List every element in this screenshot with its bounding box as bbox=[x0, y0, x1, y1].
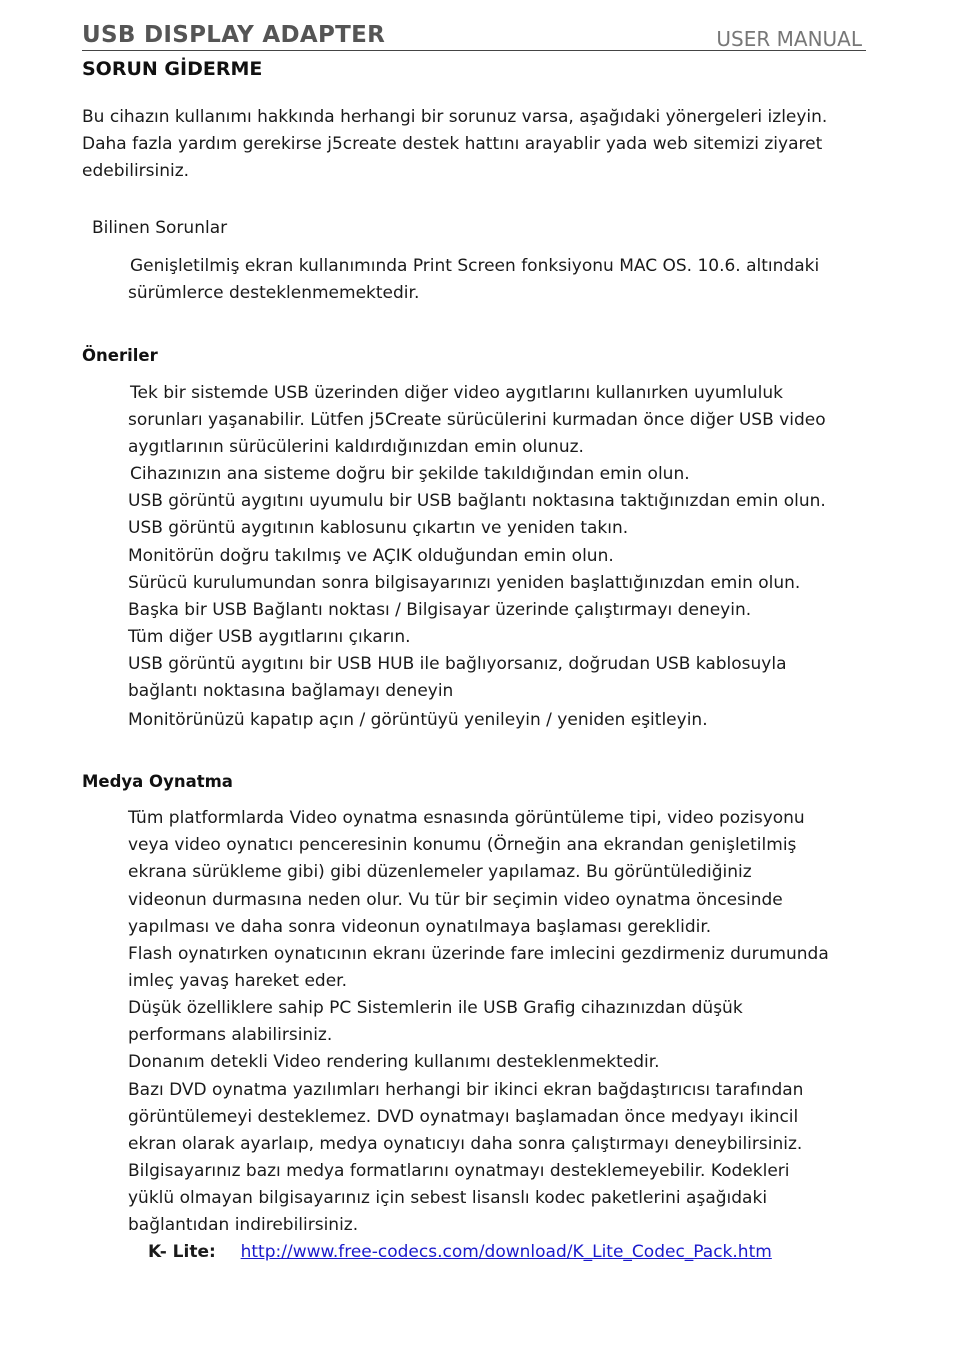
media-line: Donanım detekli Video rendering kullanımı desteklenmektedir. bbox=[128, 1052, 660, 1072]
media-line: Bazı DVD oynatma yazılımları herhangi bir ikinci ekran bağdaştırıcısı tarafından bbox=[128, 1080, 804, 1100]
media-line: Tüm platformlarda Video oynatma esnasında görüntüleme tipi, video pozisyonu bbox=[128, 808, 805, 828]
media-line: bağlantıdan indirebilirsiniz. bbox=[128, 1215, 359, 1235]
media-line: yapılması ve daha sonra videonun oynatılmaya başlaması gereklidir. bbox=[128, 917, 712, 937]
media-line: Düşük özelliklere sahip PC Sistemlerin ile USB Grafig cihazınızdan düşük bbox=[128, 998, 743, 1018]
media-line: yüklü olmayan bilgisayarınız için sebest lisanslı kodec paketlerini aşağıdaki bbox=[128, 1188, 768, 1208]
header-title: USB DISPLAY ADAPTER bbox=[82, 22, 386, 48]
intro-line: Bu cihazın kullanımı hakkında herhangi bir sorunuz varsa, aşağıdaki yönergeleri izleyin. bbox=[82, 107, 828, 127]
page-header bbox=[82, 22, 866, 51]
known-issues-heading: Bilinen Sorunlar bbox=[92, 218, 228, 238]
media-line: ekrana sürükleme gibi) gibi düzenlemeler yapılamaz. Bu görüntülediğiniz bbox=[128, 862, 752, 882]
media-line: Bilgisayarınız bazı medya formatlarını oynatmayı desteklemeyebilir. Kodekleri bbox=[128, 1161, 790, 1181]
media-line: imleç yavaş hareket eder. bbox=[128, 971, 348, 991]
suggestion-line: Tek bir sistemde USB üzerinden diğer video aygıtlarını kullanırken uyumluluk bbox=[130, 383, 783, 403]
suggestion-line: Başka bir USB Bağlantı noktası / Bilgisayar üzerinde çalıştırmayı deneyin. bbox=[128, 600, 752, 620]
klite-label: K- Lite: bbox=[148, 1242, 216, 1262]
intro-line: edebilirsiniz. bbox=[82, 161, 190, 181]
header-manual-label: USER MANUAL bbox=[716, 27, 862, 51]
media-heading: Medya Oynatma bbox=[82, 772, 233, 791]
klite-row bbox=[148, 1239, 772, 1266]
media-line: videonun durmasına neden olur. Vu tür bir seçimin video oynatma öncesinde bbox=[128, 890, 783, 910]
media-line: performans alabilirsiniz. bbox=[128, 1025, 333, 1045]
known-issue-line: Genişletilmiş ekran kullanımında Print Screen fonksiyonu MAC OS. 10.6. altındaki bbox=[130, 256, 820, 276]
suggestion-line: Sürücü kurulumundan sonra bilgisayarınızı yeniden başlattığınızdan emin olun. bbox=[128, 573, 801, 593]
suggestion-line: Monitörün doğru takılmış ve AÇIK olduğundan emin olun. bbox=[128, 546, 614, 566]
page-title: SORUN GİDERME bbox=[82, 58, 263, 80]
media-line: Flash oynatırken oynatıcının ekranı üzerinde fare imlecini gezdirmeniz durumunda bbox=[128, 944, 829, 964]
suggestion-line: Monitörünüzü kapatıp açın / görüntüyü yenileyin / yeniden eşitleyin. bbox=[128, 710, 708, 730]
media-line: görüntülemeyi desteklemez. DVD oynatmayı başlamadan önce medyayı ikincil bbox=[128, 1107, 799, 1127]
klite-download-link[interactable]: http://www.free-codecs.com/download/K_Lite_Codec_Pack.htm bbox=[240, 1242, 772, 1262]
suggestion-line: bağlantı noktasına bağlamayı deneyin bbox=[128, 681, 454, 701]
media-line: veya video oynatıcı penceresinin konumu (Örneğin ana ekrandan genişletilmiş bbox=[128, 835, 797, 855]
suggestion-line: Tüm diğer USB aygıtlarını çıkarın. bbox=[128, 627, 411, 647]
suggestion-line: sorunları yaşanabilir. Lütfen j5Create sürücülerini kurmadan önce diğer USB video bbox=[128, 410, 826, 430]
suggestion-line: aygıtlarının sürücülerini kaldırdığınızdan emin olunuz. bbox=[128, 437, 584, 457]
media-line: ekran olarak ayarlaıp, medya oynatıcıyı daha sonra çalıştırmayı deneybilirsiniz. bbox=[128, 1134, 803, 1154]
suggestion-line: USB görüntü aygıtını uyumulu bir USB bağlantı noktasına taktığınızdan emin olun. bbox=[128, 491, 826, 511]
intro-line: Daha fazla yardım gerekirse j5create destek hattını arayablir yada web sitemizi ziyaret bbox=[82, 134, 823, 154]
known-issue-line: sürümlerce desteklenmemektedir. bbox=[128, 283, 420, 303]
suggestions-heading: Öneriler bbox=[82, 346, 158, 365]
suggestion-line: USB görüntü aygıtını bir USB HUB ile bağlıyorsanız, doğrudan USB kablosuyla bbox=[128, 654, 787, 674]
suggestion-line: Cihazınızın ana sisteme doğru bir şekilde takıldığından emin olun. bbox=[130, 464, 690, 484]
suggestion-line: USB görüntü aygıtının kablosunu çıkartın ve yeniden takın. bbox=[128, 518, 629, 538]
